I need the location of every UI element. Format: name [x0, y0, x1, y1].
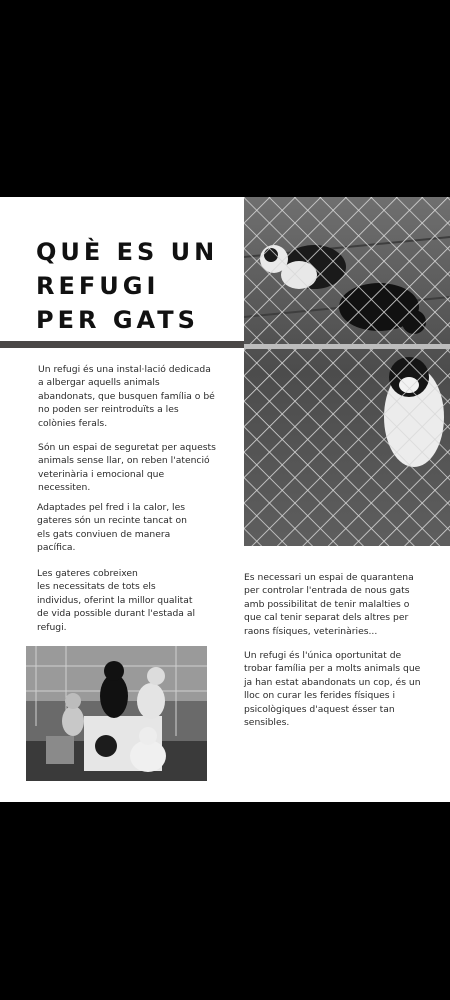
enclosure-cats-photo	[26, 646, 207, 781]
article-page	[0, 197, 450, 802]
page-title: QUÈ ES UN REFUGI PER GATS	[36, 238, 219, 334]
paragraph-shelters: Adaptades pel fred i la calor, les gateres són un recinte tancat on els gats conviuen de manera pacífica.	[37, 502, 187, 554]
paragraph-safety: Són un espai de seguretat per aquests animals sense llar, on reben l'atenció veterinària i emocional que necessiten.	[38, 442, 216, 494]
paragraph-needs: Les gateres cobreixen les necessitats de tots els individus, oferint la millor qualitat de vida possible durant l'estada al refugi.	[37, 568, 196, 633]
paragraph-quarantine: Es necessari un espai de quarantena per controlar l'entrada de nous gats amb possibilitat de tenir malalties o que cal tenir separat dels altres per raons físiques, veterinàries...	[244, 572, 414, 637]
fence-cats-photo	[244, 197, 450, 546]
paragraph-opportunity: Un refugi és l'única oportunitat de trobar família per a molts animals que ja han estat abandonats un cop, és un lloc on curar les ferides físiques i psicològiques d'aquest ésser tan sensibles.	[244, 650, 421, 729]
paragraph-definition: Un refugi és una instal·lació dedicada a albergar aquells animals abandonats, que busquen família o bé no poden ser reintroduïts a les colònies ferals.	[38, 364, 215, 429]
